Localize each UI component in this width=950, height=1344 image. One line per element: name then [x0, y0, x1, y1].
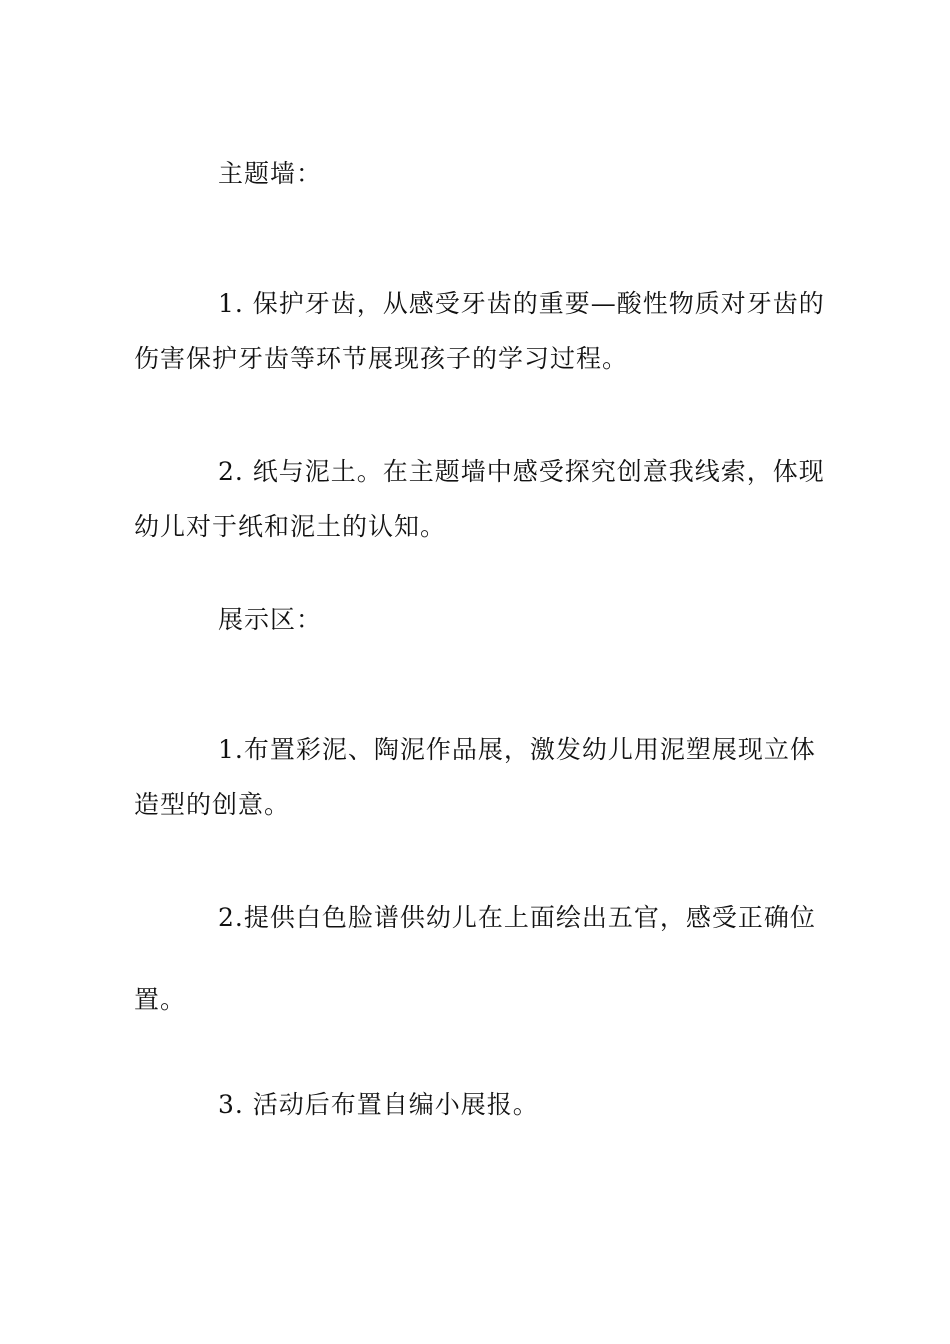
theme-wall-heading: 主题墙： — [218, 159, 323, 188]
display-area-heading: 展示区： — [218, 605, 323, 634]
theme-wall-item-2-line-1: 2. 纸与泥土。在主题墙中感受探究创意我线索，体现 — [218, 457, 825, 486]
display-area-item-1-line-2: 造型的创意。 — [134, 790, 291, 819]
display-area-item-2-line-1: 2.提供白色脸谱供幼儿在上面绘出五官，感受正确位 — [218, 903, 816, 932]
theme-wall-item-1-line-2: 伤害保护牙齿等环节展现孩子的学习过程。 — [134, 344, 629, 373]
theme-wall-item-1-line-1: 1. 保护牙齿，从感受牙齿的重要—酸性物质对牙齿的 — [218, 289, 825, 318]
display-area-item-1-line-1: 1.布置彩泥、陶泥作品展，激发幼儿用泥塑展现立体 — [218, 735, 816, 764]
display-area-item-3-line-1: 3. 活动后布置自编小展报。 — [218, 1090, 539, 1119]
display-area-item-2-line-2: 置。 — [134, 985, 187, 1014]
theme-wall-item-2-line-2: 幼儿对于纸和泥土的认知。 — [134, 512, 447, 541]
